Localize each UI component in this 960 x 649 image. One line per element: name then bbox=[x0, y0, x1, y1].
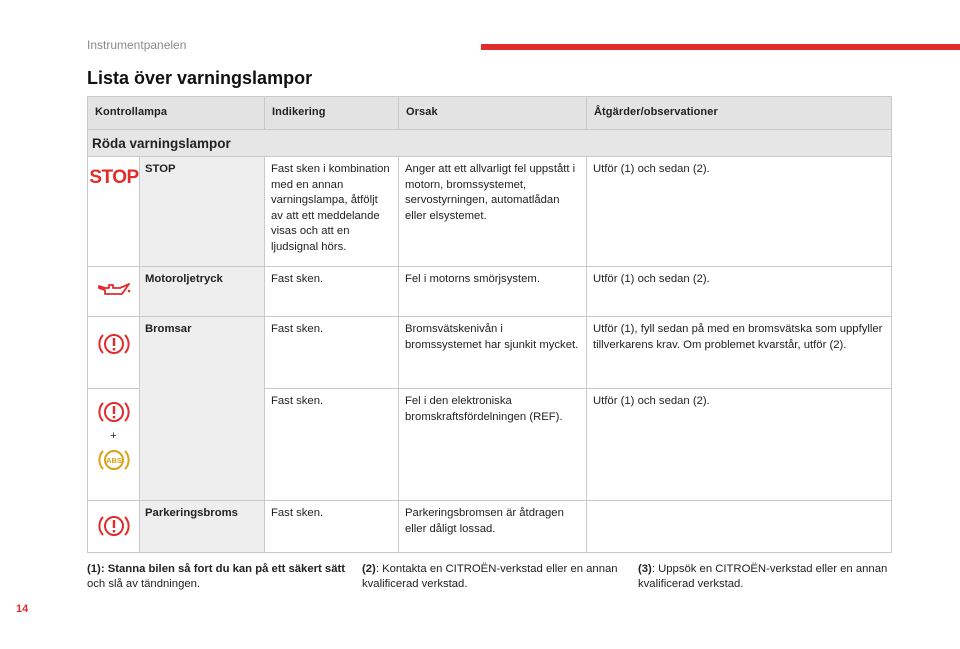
group-heading: Röda varningslampor bbox=[88, 130, 892, 157]
lamp-name: Bromsar bbox=[140, 317, 265, 501]
stop-icon bbox=[88, 165, 139, 188]
table-row bbox=[88, 317, 892, 389]
footnote-text: : Kontakta en CITROËN-verkstad eller en annan kvalificerad verkstad. bbox=[362, 563, 618, 590]
footnote-1 bbox=[87, 562, 347, 592]
footnote-ref: (2) bbox=[362, 563, 376, 575]
footnote-ref: (1) bbox=[87, 563, 101, 575]
footnote-3 bbox=[638, 562, 898, 592]
column-header-indikering: Indikering bbox=[265, 97, 399, 130]
column-header-atgarder: Åtgärder/observationer bbox=[587, 97, 892, 130]
cause-cell: Fel i motorns smörjsystem. bbox=[399, 267, 587, 317]
column-header-orsak: Orsak bbox=[399, 97, 587, 130]
action-cell bbox=[587, 501, 892, 553]
svg-text:STOP: STOP bbox=[88, 167, 139, 188]
brake-warning-icon bbox=[97, 331, 131, 357]
lamp-name: Motoroljetryck bbox=[140, 267, 265, 317]
lamp-icon-cell bbox=[88, 501, 140, 553]
page-number: 14 bbox=[16, 603, 29, 615]
footnote-text: och slå av tändningen. bbox=[87, 578, 201, 590]
abs-icon bbox=[97, 447, 131, 473]
brake-warning-icon bbox=[97, 399, 131, 425]
indication-cell: Fast sken. bbox=[265, 501, 399, 553]
section-label: Instrumentpanelen bbox=[87, 38, 187, 52]
cause-cell: Parkeringsbromsen är åtdragen eller dåligt lossad. bbox=[399, 501, 587, 553]
warning-lamp-table bbox=[87, 96, 892, 553]
cause-cell: Bromsvätskenivån i bromssystemet har sjunkit mycket. bbox=[399, 317, 587, 389]
cause-cell: Fel i den elektroniska bromskraftsfördelningen (REF). bbox=[399, 389, 587, 501]
table-row bbox=[88, 267, 892, 317]
lamp-icon-cell bbox=[88, 267, 140, 317]
footnote-bold-text: : Stanna bilen så fort du kan på ett säkert sätt bbox=[100, 563, 346, 575]
indication-cell: Fast sken. bbox=[265, 317, 399, 389]
lamp-name: Parkeringsbroms bbox=[140, 501, 265, 553]
lamp-name: STOP bbox=[140, 157, 265, 267]
column-header-kontrollampa: Kontrollampa bbox=[88, 97, 265, 130]
oil-can-icon bbox=[96, 281, 132, 297]
indication-cell: Fast sken. bbox=[265, 389, 399, 501]
table-row bbox=[88, 501, 892, 553]
page-title: Lista över varningslampor bbox=[87, 68, 313, 88]
header-accent-bar bbox=[481, 44, 960, 50]
lamp-icon-cell bbox=[88, 317, 140, 389]
action-cell: Utför (1) och sedan (2). bbox=[587, 157, 892, 267]
lamp-icon-cell bbox=[88, 389, 140, 501]
indication-cell: Fast sken i kombination med en annan varningslampa, åtföljt av att ett meddelande visas och att en ljudsignal hörs. bbox=[265, 157, 399, 267]
lamp-icon-cell bbox=[88, 157, 140, 267]
plus-sign: + bbox=[110, 430, 117, 442]
table-row bbox=[88, 157, 892, 267]
abs-label: ABS bbox=[105, 455, 122, 465]
indication-cell: Fast sken. bbox=[265, 267, 399, 317]
action-cell: Utför (1), fyll sedan på med en bromsvätska som uppfyller tillverkarens krav. Om problemet kvarstår, utför (2). bbox=[587, 317, 892, 389]
footnote-2 bbox=[362, 562, 622, 592]
parking-brake-icon bbox=[97, 513, 131, 539]
action-cell: Utför (1) och sedan (2). bbox=[587, 267, 892, 317]
footnote-text: : Uppsök en CITROËN-verkstad eller en annan kvalificerad verkstad. bbox=[638, 563, 888, 590]
action-cell: Utför (1) och sedan (2). bbox=[587, 389, 892, 501]
cause-cell: Anger att ett allvarligt fel uppstått i motorn, bromssystemet, servostyrningen, automatlådan eller elsystemet. bbox=[399, 157, 587, 267]
footnote-ref: (3) bbox=[638, 563, 652, 575]
